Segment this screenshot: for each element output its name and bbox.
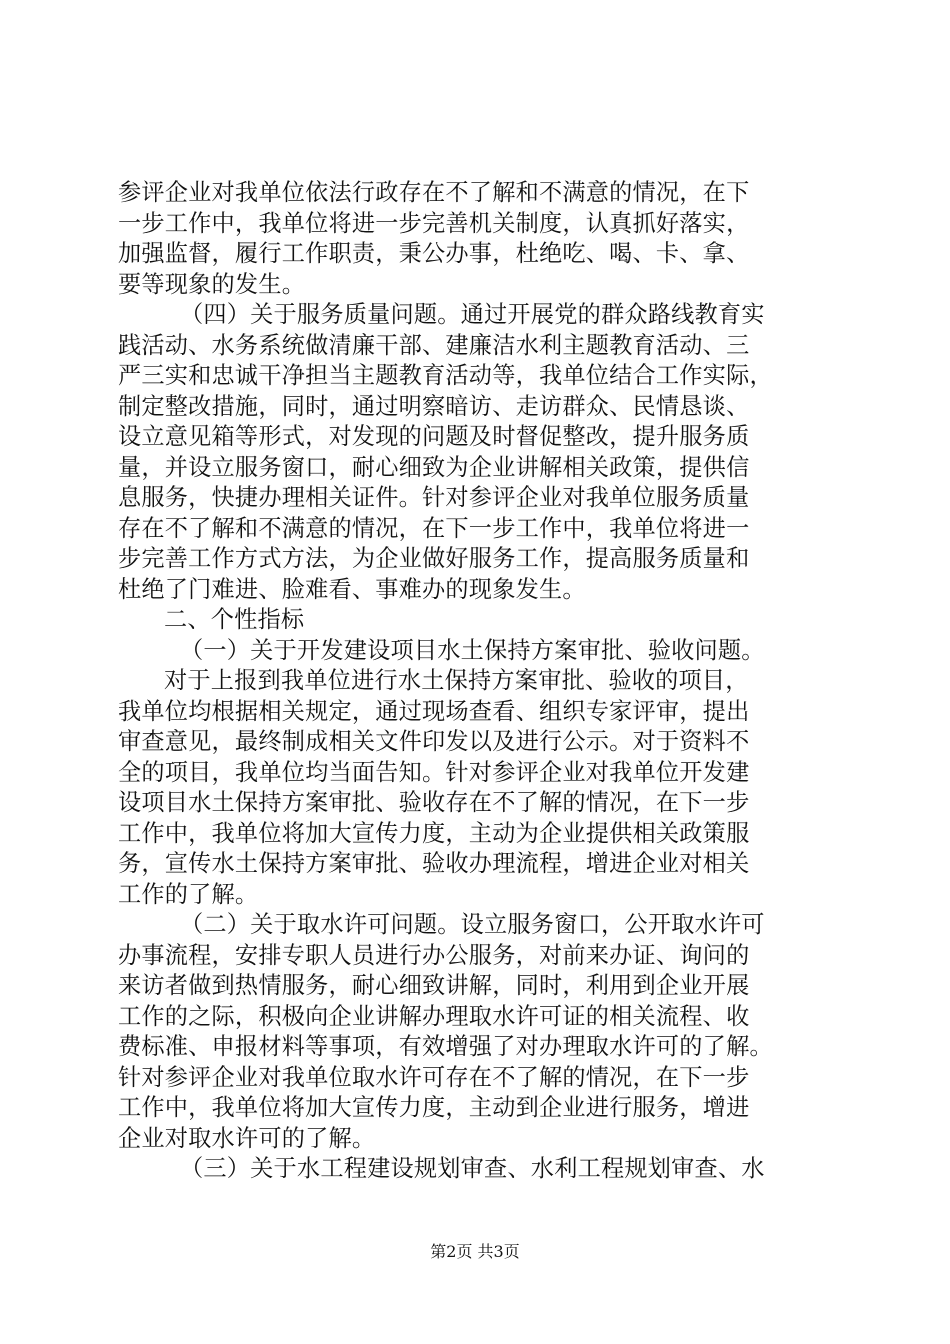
text-line: 审查意见，最终制成相关文件印发以及进行公示。对于资料不	[118, 728, 750, 755]
text-line: 制定整改措施，同时，通过明察暗访、走访群众、民情恳谈、	[118, 392, 750, 420]
text-line: 企业对取水许可的了解。	[118, 1124, 376, 1152]
text-line: 量，并设立服务窗口，耐心细致为企业讲解相关政策，提供信	[118, 453, 750, 481]
text-line: 来访者做到热情服务，耐心细致讲解，同时，利用到企业开展	[118, 972, 750, 999]
text-line: 要等现象的发生。	[118, 270, 306, 298]
text-line: 我单位均根据相关规定，通过现场查看、组织专家评审，提出	[118, 697, 750, 725]
text-line: 设项目水土保持方案审批、验收存在不了解的情况，在下一步	[118, 789, 750, 816]
document-body	[118, 178, 838, 1185]
text-line: 参评企业对我单位依法行政存在不了解和不满意的情况，在下	[118, 179, 750, 206]
page-footer	[0, 1242, 950, 1262]
text-line: 加强监督，履行工作职责，秉公办事，杜绝吃、喝、卡、拿、	[118, 240, 750, 267]
text-line: 费标准、申报材料等事项，有效增强了对办理取水许可的了解。	[118, 1033, 773, 1060]
text-line: 务，宣传水土保持方案审批、验收办理流程，增进企业对相关	[118, 850, 750, 877]
text-line: 严三实和忠诚干净担当主题教育活动等，我单位结合工作实际，	[118, 362, 773, 389]
text-line: 践活动、水务系统做清廉干部、建廉洁水利主题教育活动、三	[118, 331, 750, 359]
text-line: 全的项目，我单位均当面告知。针对参评企业对我单位开发建	[118, 758, 750, 786]
text-line: 存在不了解和不满意的情况，在下一步工作中，我单位将进一	[118, 514, 750, 542]
text-line: 步完善工作方式方法，为企业做好服务工作，提高服务质量和	[118, 545, 750, 572]
subsection-heading-1: （一）关于开发建设项目水土保持方案审批、验收问题。	[180, 636, 765, 664]
section-heading-4: （四）关于服务质量问题。通过开展党的群众路线教育实	[180, 301, 765, 328]
text-line: 息服务，快捷办理相关证件。针对参评企业对我单位服务质量	[118, 484, 750, 511]
text-line: 杜绝了门难进、脸难看、事难办的现象发生。	[118, 575, 586, 603]
text-line: 一步工作中，我单位将进一步完善机关制度，认真抓好落实，	[118, 209, 750, 237]
text-line: 工作中，我单位将加大宣传力度，主动到企业进行服务，增进	[118, 1094, 750, 1121]
text-line: 设立意见箱等形式，对发现的问题及时督促整改，提升服务质	[118, 423, 750, 450]
section-heading-2: 二、个性指标	[164, 606, 305, 633]
text-line: 对于上报到我单位进行水土保持方案审批、验收的项目，	[164, 667, 749, 694]
text-line: 针对参评企业对我单位取水许可存在不了解的情况，在下一步	[118, 1063, 750, 1091]
text-line: 办事流程，安排专职人员进行办公服务，对前来办证、询问的	[118, 941, 750, 969]
subsection-heading-3: （三）关于水工程建设规划审查、水利工程规划审查、水	[180, 1155, 765, 1182]
text-line: 工作的之际，积极向企业讲解办理取水许可证的相关流程、收	[118, 1002, 750, 1030]
subsection-heading-2: （二）关于取水许可问题。设立服务窗口，公开取水许可	[180, 911, 765, 938]
page-number-label: 第2页 共3页	[430, 1242, 520, 1261]
text-line: 工作的了解。	[118, 880, 259, 908]
text-line: 工作中，我单位将加大宣传力度，主动为企业提供相关政策服	[118, 819, 750, 847]
